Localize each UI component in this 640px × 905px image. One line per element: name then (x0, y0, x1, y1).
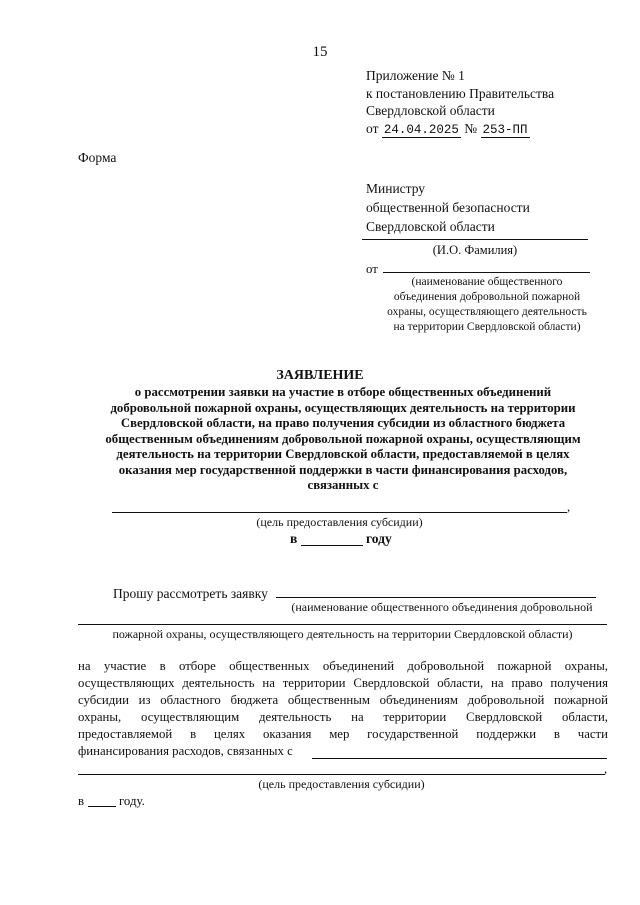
addressee-org-caption-1: (наименование общественного (411, 276, 563, 288)
addressee-line-3: Свердловской области (366, 219, 495, 234)
request-org-blank-1[interactable] (276, 597, 596, 598)
statement-subtitle-line: деятельность на территории Свердловской области, предоставляемой в целях (116, 447, 570, 461)
statement-title: ЗАЯВЛЕНИЕ (276, 368, 364, 383)
request-lead: Прошу рассмотреть заявку (113, 586, 268, 601)
request-paragraph-line: субсидии из областного бюджета общественным объединениям добровольной пожарной (78, 693, 608, 707)
appendix-block (366, 67, 554, 139)
addressee-name-caption: (И.О. Фамилия) (432, 243, 518, 257)
addressee-block (366, 179, 530, 236)
request-purpose-caption: (цель предоставления субсидии) (258, 777, 425, 791)
addressee-org-caption-4: на территории Свердловской области) (393, 321, 581, 333)
request-year-prefix: в (78, 794, 85, 808)
request-purpose-comma: , (604, 762, 608, 776)
request-paragraph-line: финансирования расходов, связанных с (78, 744, 293, 758)
appendix-date-line (366, 120, 554, 140)
addressee-line-2: общественной безопасности (366, 200, 530, 215)
request-paragraph-line: предоставляемой в целях оказания мер государственной поддержки в части (78, 727, 608, 741)
statement-subtitle-line: общественным объединениям добровольной пожарной охраны, осуществляющим (105, 431, 581, 446)
statement-purpose-blank[interactable] (112, 512, 567, 513)
statement-year-suffix: году (366, 531, 392, 546)
appendix-number-prefix: № (464, 120, 478, 136)
addressee-line-1: Министру (366, 181, 426, 196)
appendix-line-3: Свердловской области (366, 103, 495, 118)
statement-subtitle-line: оказания мер государственной поддержки в части финансирования расходов, (118, 462, 568, 477)
statement-subtitle-line: Свердловской области, на право получения субсидии из областного бюджета (120, 416, 566, 430)
request-year-blank[interactable] (88, 806, 116, 807)
statement-purpose-comma: , (567, 500, 571, 514)
appendix-line-1: Приложение № 1 (366, 68, 465, 83)
request-year-suffix: году. (119, 794, 145, 808)
request-purpose-blank-2[interactable] (78, 774, 605, 775)
addressee-org-caption-2: объединения добровольной пожарной (393, 291, 581, 303)
appendix-from-prefix: от (366, 120, 379, 136)
request-paragraph-line: охраны, осуществляющим деятельность на территории Свердловской области, (78, 710, 608, 724)
appendix-number: 253-ПП (482, 122, 528, 137)
request-caption-1: (наименование общественного объединения добровольной (291, 600, 593, 614)
statement-subtitle-line: связанных с (307, 478, 379, 492)
addressee-org-blank[interactable] (383, 272, 590, 273)
statement-subtitle-line: добровольной пожарной охраны, осуществляющих деятельность на территории (110, 400, 576, 415)
form-label: Форма (78, 150, 117, 165)
addressee-from-prefix: от (366, 262, 378, 276)
statement-subtitle-line: о рассмотрении заявки на участие в отборе общественных объединений (134, 385, 552, 399)
request-caption-2: пожарной охраны, осуществляющего деятельность на территории Свердловской области) (112, 627, 573, 641)
statement-year-prefix: в (290, 531, 298, 546)
addressee-name-blank[interactable] (362, 239, 588, 240)
request-paragraph (78, 658, 608, 760)
statement-subtitle (78, 385, 608, 494)
statement-year-blank[interactable] (301, 545, 363, 546)
addressee-org-caption (362, 275, 612, 335)
addressee-org-caption-3: охраны, осуществляющего деятельность (387, 306, 587, 318)
appendix-line-2: к постановлению Правительства (366, 85, 555, 101)
appendix-date: 24.04.2025 (383, 122, 459, 137)
request-org-blank-2[interactable] (78, 624, 607, 625)
page-number: 15 (312, 44, 328, 60)
request-purpose-blank-1[interactable] (312, 758, 607, 759)
request-paragraph-line: на участие в отборе общественных объединений добровольной пожарной охраны, (78, 659, 608, 673)
request-paragraph-line: осуществляющих деятельность на территории Свердловской области, на право получения (78, 676, 608, 690)
statement-purpose-caption: (цель предоставления субсидии) (256, 515, 423, 529)
